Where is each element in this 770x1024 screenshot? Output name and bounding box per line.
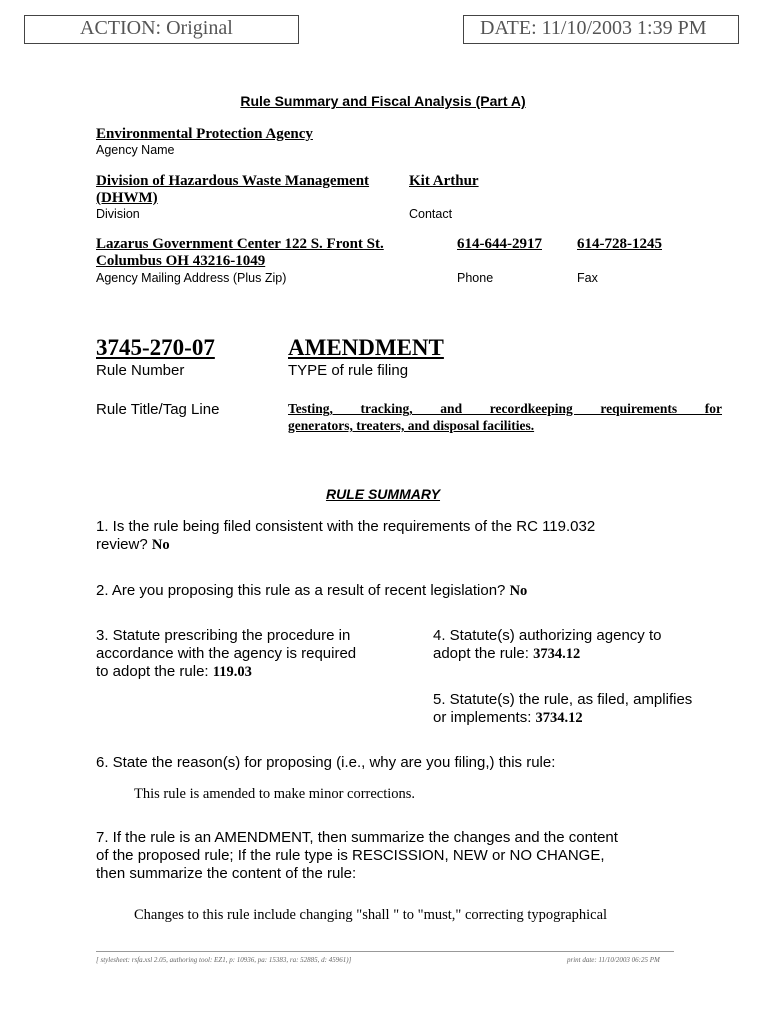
rule-number-label: Rule Number bbox=[96, 362, 185, 379]
question-1 bbox=[96, 518, 595, 554]
address-value bbox=[96, 236, 384, 270]
phone-value: 614-644-2917 bbox=[457, 236, 542, 252]
phone-label: Phone bbox=[457, 271, 494, 285]
question-4 bbox=[433, 627, 661, 663]
division-line1: Division of Hazardous Waste Management bbox=[96, 173, 370, 189]
rule-summary-heading: RULE SUMMARY bbox=[325, 486, 441, 502]
question-5-text: or implements: bbox=[433, 709, 532, 726]
question-5-line1: 5. Statute(s) the rule, as filed, amplifies bbox=[433, 691, 693, 708]
address-line1: Lazarus Government Center 122 S. Front St. bbox=[96, 236, 384, 252]
footer-stylesheet-info: [ stylesheet: rsfa.xsl 2.05, authoring tool: EZ1, p: 10936, pa: 15383, ra: 52885, d: 45961)] bbox=[96, 956, 352, 964]
action-text: ACTION: Original bbox=[80, 17, 233, 39]
question-4-answer: 3734.12 bbox=[533, 646, 581, 662]
question-7-answer: Changes to this rule include changing "shall " to "must," correcting typographical bbox=[134, 907, 608, 923]
rule-title-value bbox=[288, 400, 722, 434]
footer-print-date: print date: 11/10/2003 06:25 PM bbox=[567, 956, 660, 964]
footer-divider bbox=[96, 951, 674, 952]
question-7-line3: then summarize the content of the rule: bbox=[96, 865, 357, 882]
action-box bbox=[24, 15, 299, 44]
question-2 bbox=[96, 582, 527, 600]
division-line2: (DHWM) bbox=[96, 190, 158, 206]
agency-name-value: Environmental Protection Agency bbox=[96, 126, 313, 142]
agency-name-label: Agency Name bbox=[96, 143, 175, 157]
question-7-line2: of the proposed rule; If the rule type is RESCISSION, NEW or NO CHANGE, bbox=[96, 847, 605, 864]
question-5 bbox=[433, 691, 692, 727]
rule-title-line2: generators, treaters, and disposal facilities. bbox=[288, 418, 535, 433]
question-2-text: 2. Are you proposing this rule as a result of recent legislation? bbox=[96, 582, 506, 599]
address-line2: Columbus OH 43216-1049 bbox=[96, 253, 266, 269]
division-label: Division bbox=[96, 207, 140, 221]
question-1-line2 bbox=[96, 536, 595, 554]
page-title: Rule Summary and Fiscal Analysis (Part A) bbox=[240, 93, 526, 109]
question-4-text: adopt the rule: bbox=[433, 645, 529, 662]
division-value bbox=[96, 173, 369, 207]
question-1-answer: No bbox=[151, 537, 170, 553]
date-text: DATE: 11/10/2003 1:39 PM bbox=[480, 17, 707, 39]
date-box bbox=[463, 15, 739, 44]
question-3 bbox=[96, 627, 356, 681]
contact-label: Contact bbox=[409, 207, 453, 221]
rule-type-label: TYPE of rule filing bbox=[288, 362, 409, 379]
question-5-line2 bbox=[433, 709, 692, 727]
question-4-line2 bbox=[433, 645, 661, 663]
rule-number-value: 3745-270-07 bbox=[96, 335, 215, 360]
question-4-line1: 4. Statute(s) authorizing agency to bbox=[433, 627, 662, 644]
fax-value: 614-728-1245 bbox=[577, 236, 662, 252]
question-2-answer: No bbox=[509, 583, 528, 599]
fax-label: Fax bbox=[577, 271, 598, 285]
address-label: Agency Mailing Address (Plus Zip) bbox=[96, 271, 287, 285]
rule-type-value: AMENDMENT bbox=[288, 335, 444, 360]
question-3-line1: 3. Statute prescribing the procedure in bbox=[96, 627, 351, 644]
question-3-line2: accordance with the agency is required bbox=[96, 645, 357, 662]
question-7-line1: 7. If the rule is an AMENDMENT, then summarize the changes and the content bbox=[96, 829, 618, 846]
question-7 bbox=[96, 829, 618, 883]
rule-title-line1: Testing, tracking, and recordkeeping requirements for bbox=[288, 401, 722, 416]
question-3-line3 bbox=[96, 663, 356, 681]
question-6: 6. State the reason(s) for proposing (i.e., why are you filing,) this rule: bbox=[96, 754, 556, 771]
question-3-text: to adopt the rule: bbox=[96, 663, 209, 680]
question-6-answer: This rule is amended to make minor corrections. bbox=[134, 786, 416, 802]
question-1-text: review? bbox=[96, 536, 148, 553]
rule-title-label: Rule Title/Tag Line bbox=[96, 401, 220, 418]
question-3-answer: 119.03 bbox=[212, 664, 252, 680]
question-1-line1: 1. Is the rule being filed consistent with the requirements of the RC 119.032 bbox=[96, 518, 596, 535]
contact-value: Kit Arthur bbox=[409, 173, 479, 189]
question-5-answer: 3734.12 bbox=[535, 710, 583, 726]
